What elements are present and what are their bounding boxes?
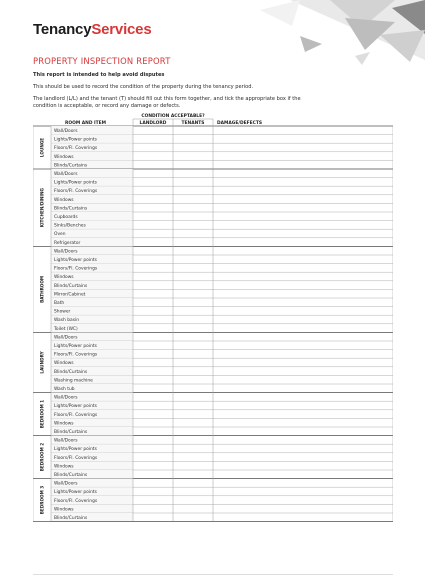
table-row-label: Shower bbox=[54, 309, 71, 315]
table-row-label: Washing machine bbox=[54, 378, 93, 384]
inspection-table bbox=[33, 112, 393, 567]
table-row-label: Bath bbox=[54, 301, 65, 306]
intro-line-2: This should be used to record the condition of the property during the tenancy period. bbox=[33, 84, 254, 90]
table-row-label: Blinds/Curtains bbox=[54, 430, 88, 435]
table-row-label: Windows bbox=[54, 421, 74, 427]
table-row-label: Windows bbox=[54, 464, 74, 470]
section-label: BEDROOM 3 bbox=[39, 485, 45, 515]
table-row-label: Wall/Doors bbox=[54, 438, 78, 444]
intro-line-1: This report is intended to help avoid disputes bbox=[33, 72, 165, 78]
table-row-label: Wash tub bbox=[54, 387, 75, 392]
section-label: BEDROOM 2 bbox=[39, 442, 45, 472]
table-row-label: Floors/Fl. Coverings bbox=[54, 455, 98, 461]
table-row-label: Windows bbox=[54, 361, 74, 367]
header-decoration bbox=[0, 0, 425, 80]
table-row-label: Blinds/Curtains bbox=[54, 369, 88, 375]
column-header-damage: DAMAGE/DEFECTS bbox=[217, 121, 263, 126]
table-row-label: Wall/Doors bbox=[54, 129, 78, 134]
intro-line-3: The landlord (L/L) and the tenant (T) should fill out this form together, and tick the appropriate box if the condition is acceptable, or record any damage or defects. bbox=[33, 96, 301, 109]
section-label: KITCHEN/DINING bbox=[39, 188, 45, 228]
table-row-label: Floors/Fl. Coverings bbox=[54, 146, 98, 152]
page-title: PROPERTY INSPECTION REPORT bbox=[33, 56, 171, 66]
table-row-label: Cupboards bbox=[54, 215, 78, 220]
table-row-label: Toilet (WC) bbox=[54, 326, 78, 332]
table-row-label: Floors/Fl. Coverings bbox=[54, 412, 98, 418]
condition-group-header: CONDITION ACCEPTABLE? bbox=[141, 114, 205, 119]
column-header-room: ROOM AND ITEM bbox=[65, 121, 106, 126]
brand-logo-part1: Tenancy bbox=[33, 21, 92, 38]
table-row-label: Windows bbox=[54, 197, 74, 203]
table-row-label: Oven bbox=[54, 232, 66, 238]
brand-logo-part2: Services bbox=[91, 21, 152, 38]
table-row-label: Windows bbox=[54, 275, 74, 281]
table-row-label: Lights/Power points bbox=[54, 180, 97, 186]
table-row-label: Blinds/Curtains bbox=[54, 516, 88, 521]
table-row-label: Wash basin bbox=[54, 318, 79, 324]
table-row-label: Blinds/Curtains bbox=[54, 283, 88, 289]
table-row-label: Wall/Doors bbox=[54, 249, 78, 255]
table-row-label: Lights/Power points bbox=[54, 447, 97, 453]
brand-logo bbox=[33, 21, 151, 38]
table-row-label: Blinds/Curtains bbox=[54, 163, 88, 169]
table-row-label: Lights/Power points bbox=[54, 137, 97, 143]
table-row-label: Wall/Doors bbox=[54, 481, 78, 487]
table-row-label: Wall/Doors bbox=[54, 335, 78, 341]
section-label: LAUNDRY bbox=[39, 351, 45, 374]
column-header-landlord: LANDLORD bbox=[139, 121, 167, 126]
section-label: BEDROOM 1 bbox=[39, 399, 45, 429]
column-header-tenants: TENANTS bbox=[181, 121, 205, 126]
table-row-label: Windows bbox=[54, 154, 74, 160]
table-row-label: Sinks/Benches bbox=[54, 223, 86, 229]
table-row-label: Blinds/Curtains bbox=[54, 473, 88, 478]
table-row-label: Lights/Power points bbox=[54, 344, 97, 349]
table-row-label: Floors/Fl. Coverings bbox=[54, 266, 98, 272]
section-label: LOUNGE bbox=[39, 137, 45, 158]
table-row-label: Floors/Fl. Coverings bbox=[54, 498, 98, 504]
table-row-label: Wall/Doors bbox=[54, 172, 78, 177]
table-row-label: Wall/Doors bbox=[54, 395, 78, 401]
table-row-label: Lights/Power points bbox=[54, 404, 97, 410]
table-row-label: Floors/Fl. Coverings bbox=[54, 189, 98, 195]
table-row-label: Blinds/Curtains bbox=[54, 206, 88, 212]
table-row-label: Lights/Power points bbox=[54, 490, 97, 496]
table-row-label: Mirror/Cabinet bbox=[54, 292, 86, 298]
table-row-label: Refrigerator bbox=[54, 240, 81, 246]
table-row-label: Lights/Power points bbox=[54, 258, 97, 263]
table-row-label: Floors/Fl. Coverings bbox=[54, 352, 98, 358]
footer-divider bbox=[33, 574, 393, 575]
table-row-label: Windows bbox=[54, 507, 74, 513]
section-label: BATHROOM bbox=[39, 275, 45, 303]
